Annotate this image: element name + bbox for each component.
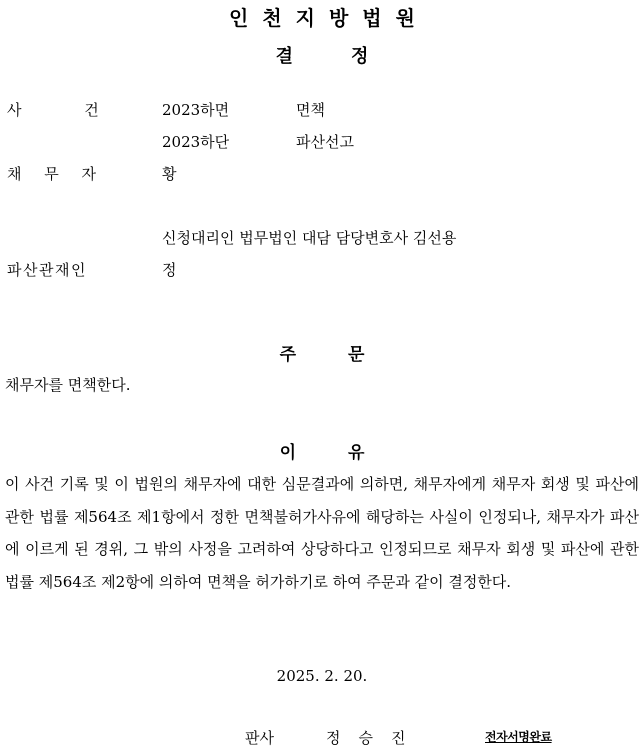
- reasons-heading: 이유: [279, 443, 417, 463]
- debtor-label: 채 무 자: [7, 165, 97, 183]
- judge-name: 정승진: [326, 729, 424, 747]
- case-label: 사 건: [7, 101, 99, 119]
- judge-title: 판사: [245, 729, 274, 747]
- e-signature-mark: 전자서명완료: [485, 730, 552, 744]
- case-number-2: 2023하단: [162, 133, 230, 151]
- decision-date: 2025. 2. 20.: [276, 667, 368, 685]
- reasons-text: 이 사건 기록 및 이 법원의 채무자에 대한 심문결과에 의하면, 채무자에게 채무자 회생 및 파산에 관한 법률 제564조 제1항에서 정한 면책불허가사유에 해당하는 사실이 인정되나, 채무자가 파산에 이르게 된 경위, 그 밖의 사정을 고려하여 상당하다고 인정되므로 채무자 회생 및 파산에 관한 법률 제564조 제2항에 의하여 면책을 허가하기로 하여 주문과 같이 결정한다.: [5, 475, 639, 591]
- debtor-name: 황: [162, 165, 177, 183]
- trustee-label: 파산관재인: [7, 261, 87, 279]
- order-text: 채무자를 면책한다.: [5, 376, 131, 394]
- trustee-name: 정: [162, 261, 177, 279]
- case-number-1: 2023하면: [162, 101, 230, 119]
- document-type-title: 결정: [275, 46, 427, 67]
- case-name-2: 파산선고: [296, 133, 354, 151]
- case-name-1: 면책: [296, 101, 325, 119]
- applicant-representative: 신청대리인 법무법인 대담 담당변호사 김선용: [162, 229, 457, 247]
- order-heading: 주문: [279, 345, 417, 365]
- court-name: 인천지방법원: [229, 6, 429, 30]
